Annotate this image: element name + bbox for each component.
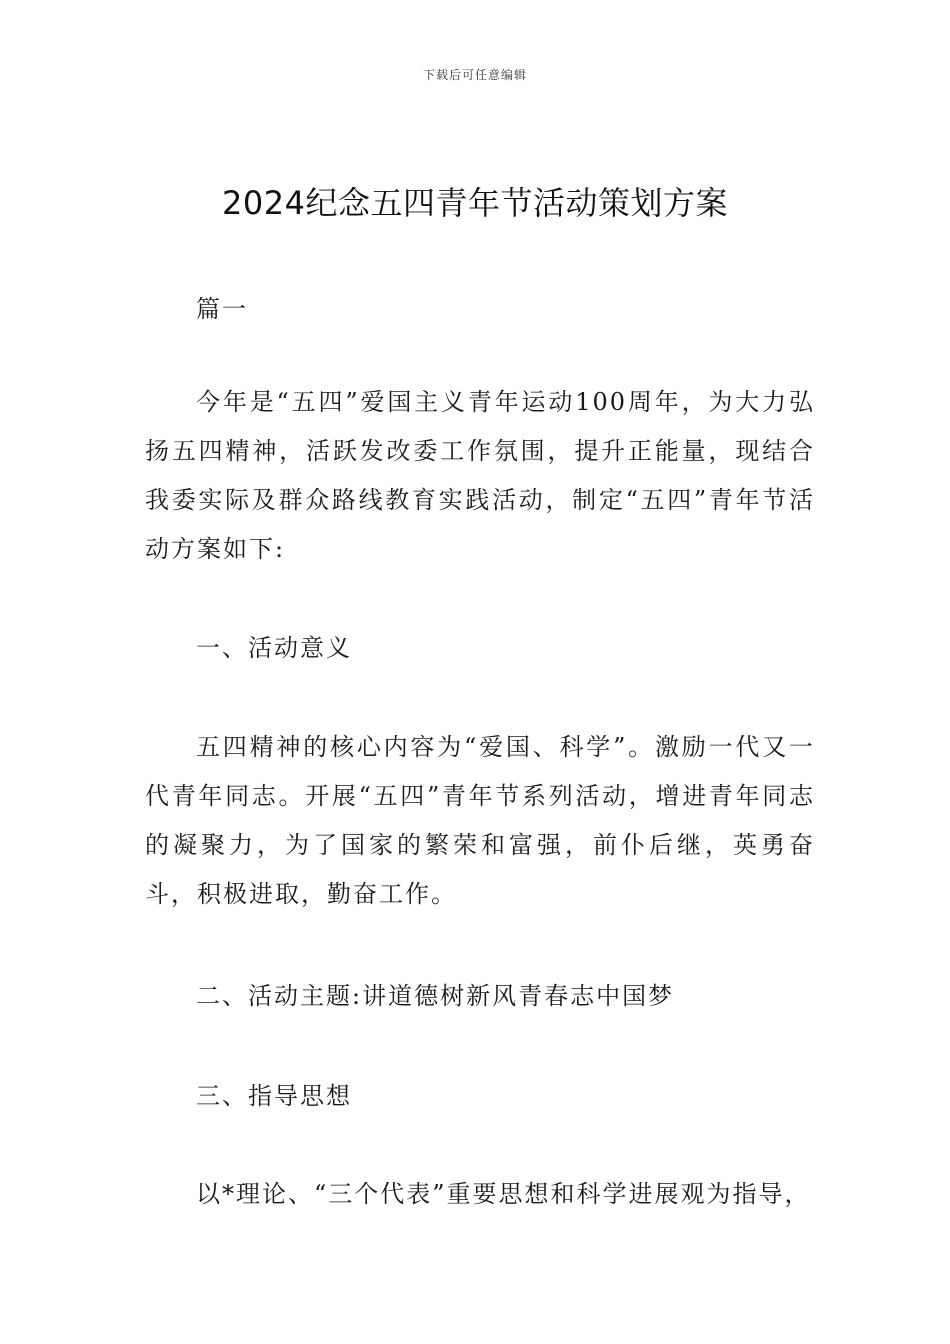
paragraph-guiding-ideology: 以*理论、“三个代表”重要思想和科学进展观为指导， <box>196 1180 811 1208</box>
header-note: 下载后可任意编辑 <box>422 68 527 82</box>
intro-paragraph: 今年是“五四”爱国主义青年运动100周年，为大力弘扬五四精神，活跃发改委工作氛围，提升正能量，现结合我委实际及群众路线教育实践活动，制定“五四”青年节活动方案如下: <box>145 388 815 563</box>
document-title: 2024纪念五四青年节活动策划方案 <box>222 184 728 222</box>
section-label: 篇一 <box>196 295 248 323</box>
heading-guiding-ideology: 三、指导思想 <box>196 1082 352 1110</box>
paragraph-significance: 五四精神的核心内容为“爱国、科学”。激励一代又一代青年同志。开展“五四”青年节系列活动，增进青年同志的凝聚力，为了国家的繁荣和富强，前仆后继，英勇奋斗，积极进取，勤奋工作。 <box>145 733 815 908</box>
heading-activity-theme: 二、活动主题:讲道德树新风青春志中国梦 <box>196 982 675 1010</box>
heading-activity-significance: 一、活动意义 <box>196 634 352 662</box>
